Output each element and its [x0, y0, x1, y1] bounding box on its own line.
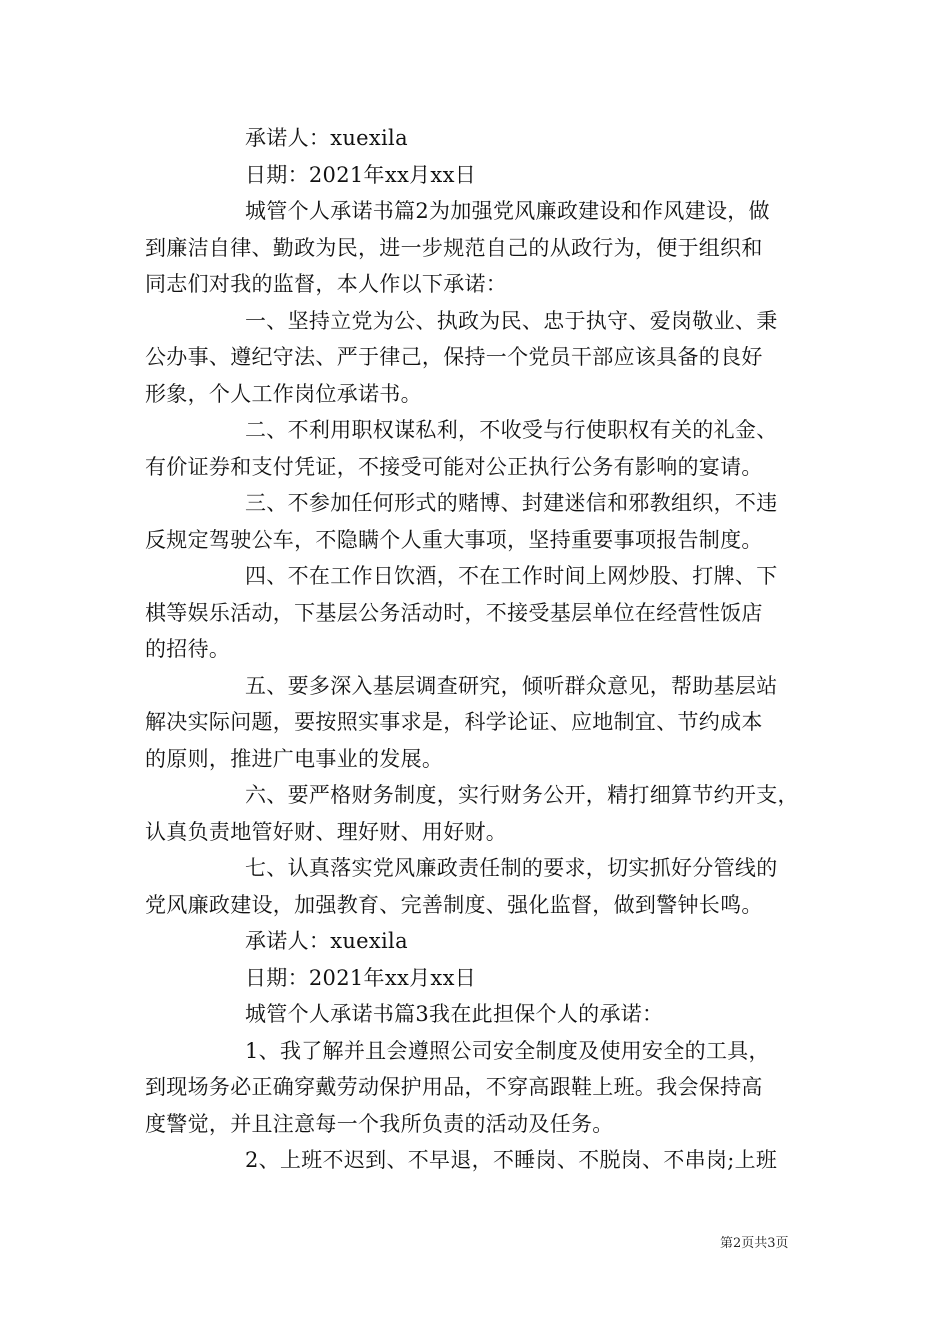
paragraph-line: 五、要多深入基层调查研究，倾听群众意见，帮助基层站 — [245, 673, 778, 698]
date-line: 日期：2021年xx月xx日 — [245, 162, 477, 187]
paragraph-line: 同志们对我的监督，本人作以下承诺： — [145, 272, 508, 296]
signer-line: 承诺人：xuexila — [245, 929, 408, 953]
paragraph-line: 反规定驾驶公车，不隐瞒个人重大事项，坚持重要事项报告制度。 — [145, 527, 763, 552]
paragraph-line: 度警觉，并且注意每一个我所负责的活动及任务。 — [145, 1111, 614, 1136]
paragraph-line: 二、不利用职权谋私利，不收受与行使职权有关的礼金、 — [245, 418, 778, 442]
paragraph-line: 认真负责地管好财、理好财、用好财。 — [145, 819, 508, 844]
paragraph-line: 一、坚持立党为公、执政为民、忠于执守、爱岗敬业、秉 — [245, 308, 778, 333]
date-line: 日期：2021年xx月xx日 — [245, 965, 477, 990]
paragraph-line: 2、上班不迟到、不早退，不睡岗、不脱岗、不串岗;上班 — [245, 1148, 778, 1172]
paragraph-line: 棋等娱乐活动，下基层公务活动时，不接受基层单位在经营性饭店 — [145, 600, 763, 625]
paragraph-line: 1、我了解并且会遵照公司安全制度及使用安全的工具， — [245, 1038, 770, 1063]
paragraph-line: 党风廉政建设，加强教育、完善制度、强化监督，做到警钟长鸣。 — [145, 892, 763, 917]
paragraph-line: 的招待。 — [145, 637, 231, 661]
paragraph-line: 到现场务必正确穿戴劳动保护用品，不穿高跟鞋上班。我会保持高 — [145, 1075, 763, 1099]
paragraph-line: 六、要严格财务制度，实行财务公开，精打细算节约开支， — [245, 783, 799, 807]
paragraph-line: 城管个人承诺书篇2为加强党风廉政建设和作风建设，做 — [245, 199, 770, 223]
document-body — [145, 120, 810, 1179]
paragraph-line: 七、认真落实党风廉政责任制的要求，切实抓好分管线的 — [245, 856, 778, 880]
paragraph-line: 形象，个人工作岗位承诺书。 — [145, 381, 422, 406]
paragraph-line: 解决实际问题，要按照实事求是，科学论证、应地制宜、节约成本 — [145, 710, 763, 734]
paragraph-line: 的原则，推进广电事业的发展。 — [145, 746, 444, 771]
paragraph-line: 四、不在工作日饮酒，不在工作时间上网炒股、打牌、下 — [245, 564, 778, 588]
paragraph-line: 到廉洁自律、勤政为民，进一步规范自己的从政行为，便于组织和 — [145, 235, 763, 260]
page-number: 第2页共3页 — [720, 1236, 789, 1251]
paragraph-line: 有价证券和支付凭证，不接受可能对公正执行公务有影响的宴请。 — [145, 454, 763, 479]
paragraph-line: 三、不参加任何形式的赌博、封建迷信和邪教组织，不违 — [245, 491, 778, 515]
paragraph-line: 公办事、遵纪守法、严于律己，保持一个党员干部应该具备的良好 — [145, 345, 763, 369]
signer-line: 承诺人：xuexila — [245, 126, 408, 150]
paragraph-line: 城管个人承诺书篇3我在此担保个人的承诺： — [245, 1002, 664, 1026]
